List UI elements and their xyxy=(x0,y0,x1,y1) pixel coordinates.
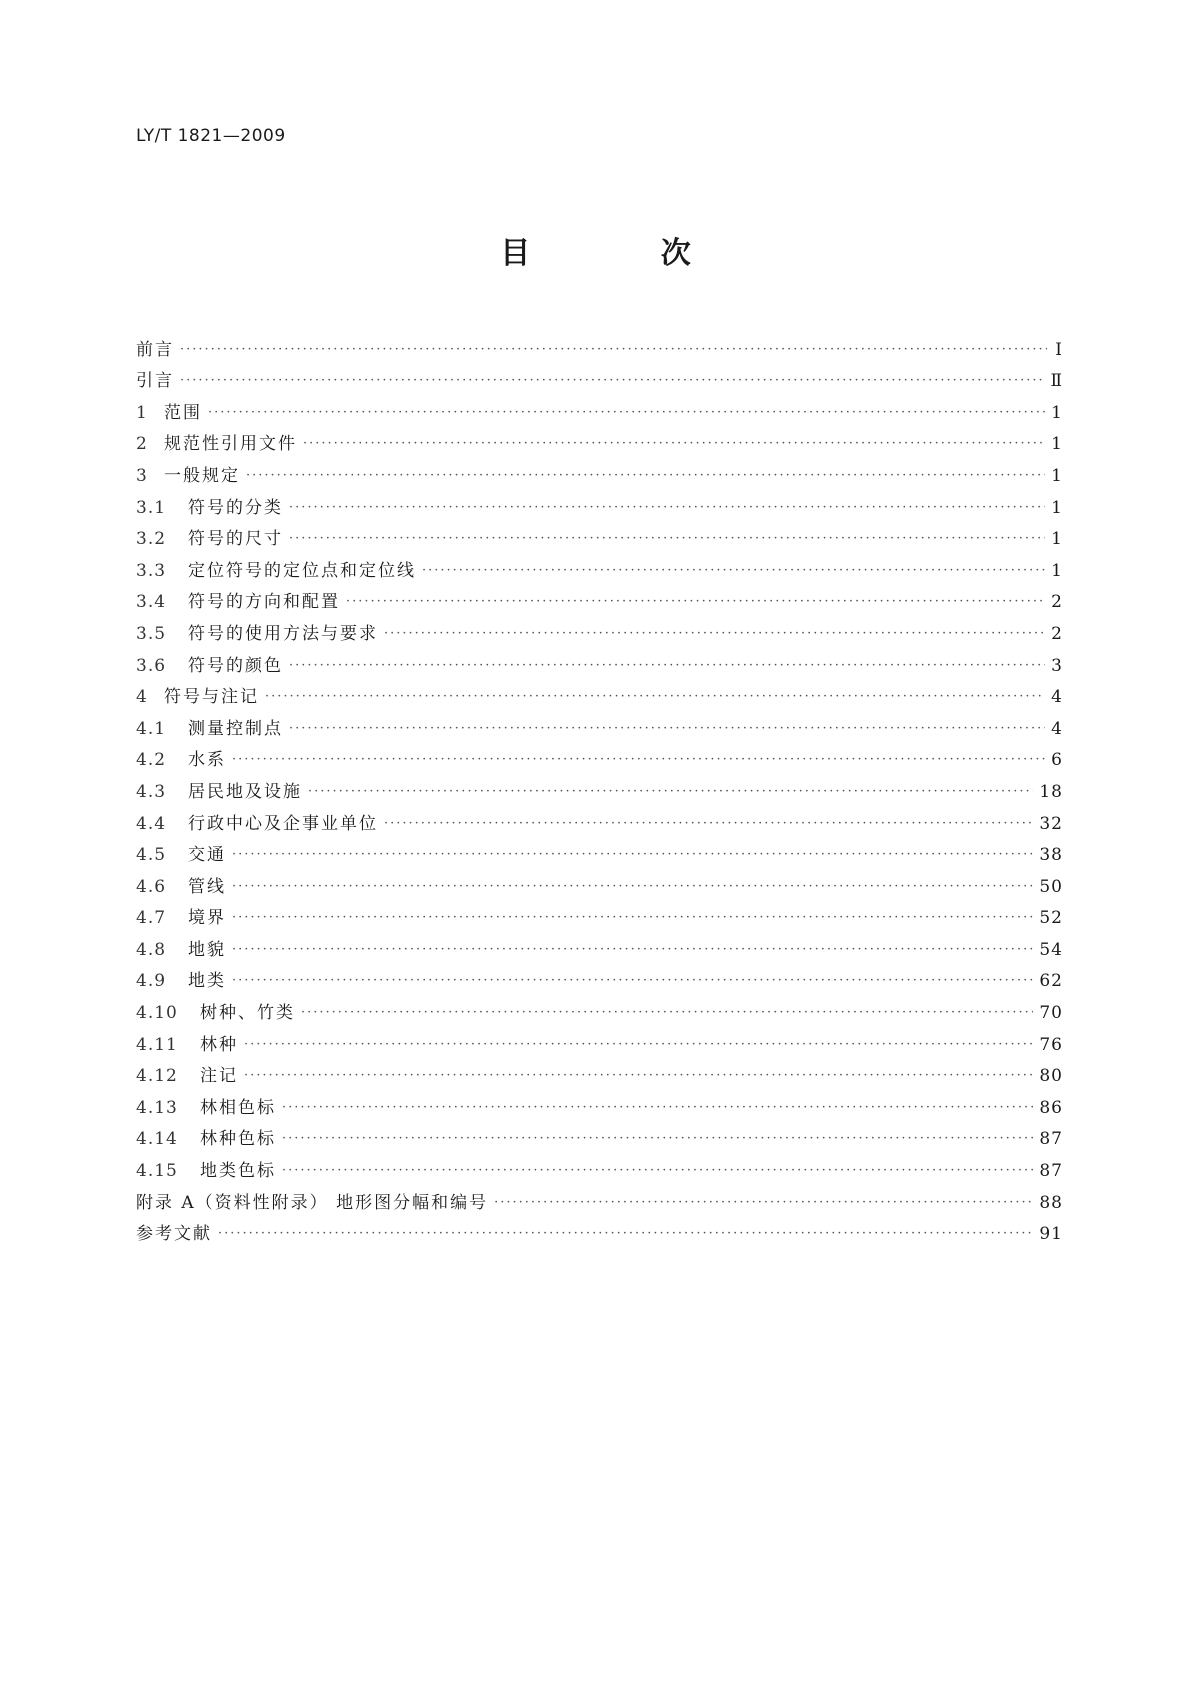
toc-entry[interactable] xyxy=(136,454,1063,486)
toc-leader-dots xyxy=(384,624,1045,644)
toc-entry-label: 附录 A（资料性附录） 地形图分幅和编号 xyxy=(136,1192,489,1213)
toc-leader-dots xyxy=(232,845,1033,865)
toc-entry-label: 居民地及设施 xyxy=(188,781,302,802)
toc-entry-page: 88 xyxy=(1039,1192,1063,1213)
toc-leader-dots xyxy=(218,1224,1033,1244)
toc-entry-number: 4.10 xyxy=(136,1003,178,1024)
toc-entry-number: 1 xyxy=(136,402,148,423)
toc-entry-page: 6 xyxy=(1051,750,1063,771)
toc-entry-number: 4.6 xyxy=(136,876,167,897)
toc-entry[interactable] xyxy=(136,928,1063,960)
toc-entry-label: 符号的尺寸 xyxy=(188,529,283,550)
toc-entry-page: 4 xyxy=(1051,687,1063,708)
toc-leader-dots xyxy=(289,498,1045,518)
toc-entry[interactable] xyxy=(136,960,1063,992)
toc-entry-label: 符号的方向和配置 xyxy=(188,592,340,613)
toc-entry[interactable] xyxy=(136,612,1063,644)
toc-leader-dots xyxy=(265,687,1045,707)
standard-code: LY/T 1821—2009 xyxy=(136,126,286,146)
toc-entry-number: 4.15 xyxy=(136,1161,178,1182)
toc-entry-label: 参考文献 xyxy=(136,1224,212,1245)
toc-entry-label: 符号的使用方法与要求 xyxy=(188,623,378,644)
toc-leader-dots xyxy=(422,561,1045,581)
toc-entry[interactable] xyxy=(136,1055,1063,1087)
toc-entry-number: 4.11 xyxy=(136,1034,178,1055)
toc-leader-dots xyxy=(232,971,1033,991)
toc-entry-page: 54 xyxy=(1039,939,1063,960)
toc-entry-number: 4.3 xyxy=(136,781,167,802)
toc-entry-label: 地类 xyxy=(188,971,226,992)
toc-leader-dots xyxy=(244,1035,1033,1055)
toc-entry-label: 测量控制点 xyxy=(188,718,283,739)
toc-leader-dots xyxy=(289,719,1045,739)
toc-entry[interactable] xyxy=(136,328,1063,360)
toc-leader-dots xyxy=(180,371,1044,391)
toc-entry[interactable] xyxy=(136,770,1063,802)
toc-entry-number: 3.5 xyxy=(136,623,167,644)
toc-entry-number: 4.12 xyxy=(136,1066,178,1087)
toc-entry[interactable] xyxy=(136,581,1063,613)
toc-entry-number: 3.1 xyxy=(136,497,167,518)
toc-leader-dots xyxy=(208,403,1045,423)
toc-entry-label: 水系 xyxy=(188,750,226,771)
toc-entry-number: 2 xyxy=(136,434,148,455)
toc-entry-page: 4 xyxy=(1051,718,1063,739)
toc-entry-page: 1 xyxy=(1051,529,1063,550)
toc-entry[interactable] xyxy=(136,897,1063,929)
toc-leader-dots xyxy=(282,1098,1033,1118)
toc-entry-label: 交通 xyxy=(188,845,226,866)
toc-entry-page: 2 xyxy=(1051,623,1063,644)
toc-entry-page: 62 xyxy=(1039,971,1063,992)
toc-entry-page: 80 xyxy=(1039,1066,1063,1087)
toc-leader-dots xyxy=(232,877,1033,897)
toc-entry-page: 87 xyxy=(1039,1161,1063,1182)
toc-entry-page: Ⅱ xyxy=(1050,371,1063,392)
toc-entry-label: 管线 xyxy=(188,876,226,897)
toc-entry[interactable] xyxy=(136,1118,1063,1150)
toc-entry-page: 1 xyxy=(1051,434,1063,455)
toc-leader-dots xyxy=(494,1193,1033,1213)
toc-leader-dots xyxy=(289,529,1045,549)
toc-entry-label: 规范性引用文件 xyxy=(164,434,297,455)
toc-entry-page: 76 xyxy=(1039,1034,1063,1055)
toc-leader-dots xyxy=(180,340,1047,360)
toc-entry-number: 4.14 xyxy=(136,1129,178,1150)
toc-leader-dots xyxy=(246,466,1045,486)
toc-entry[interactable] xyxy=(136,739,1063,771)
toc-leader-dots xyxy=(232,750,1045,770)
toc-entry-page: 70 xyxy=(1039,1003,1063,1024)
toc-entry-number: 4 xyxy=(136,687,148,708)
toc-entry[interactable] xyxy=(136,549,1063,581)
toc-entry-number: 3 xyxy=(136,465,148,486)
toc-entry-page: 1 xyxy=(1051,402,1063,423)
page-title: 目 次 xyxy=(500,236,751,271)
toc-leader-dots xyxy=(282,1129,1033,1149)
toc-entry-page: 1 xyxy=(1051,465,1063,486)
toc-entry-page: 52 xyxy=(1039,908,1063,929)
toc-entry-label: 行政中心及企事业单位 xyxy=(188,813,378,834)
toc-entry-number: 4.4 xyxy=(136,813,167,834)
toc-entry-number: 4.9 xyxy=(136,971,167,992)
toc-entry[interactable] xyxy=(136,360,1063,392)
toc-entry-label: 林种 xyxy=(200,1034,238,1055)
toc-entry-label: 符号的颜色 xyxy=(188,655,283,676)
toc-entry-page: 50 xyxy=(1039,876,1063,897)
toc-entry[interactable] xyxy=(136,707,1063,739)
toc-entry-label: 定位符号的定位点和定位线 xyxy=(188,560,416,581)
toc-entry-number: 4.2 xyxy=(136,750,167,771)
toc-entry-number: 3.3 xyxy=(136,560,167,581)
toc-entry[interactable] xyxy=(136,834,1063,866)
toc-leader-dots xyxy=(232,908,1033,928)
toc-leader-dots xyxy=(308,782,1033,802)
toc-entry-label: 林种色标 xyxy=(200,1129,276,1150)
toc-entry-number: 4.5 xyxy=(136,845,167,866)
toc-entry-number: 4.1 xyxy=(136,718,167,739)
toc-entry-page: 3 xyxy=(1051,655,1063,676)
toc-entry[interactable] xyxy=(136,1149,1063,1181)
toc-entry[interactable] xyxy=(136,1181,1063,1213)
toc-leader-dots xyxy=(232,940,1033,960)
toc-entry-page: 91 xyxy=(1039,1224,1063,1245)
toc-entry-page: 18 xyxy=(1039,781,1063,802)
toc-entry-label: 范围 xyxy=(164,402,202,423)
toc-entry[interactable] xyxy=(136,486,1063,518)
toc-leader-dots xyxy=(244,1066,1033,1086)
toc-entry-label: 符号的分类 xyxy=(188,497,283,518)
toc-entry-page: 87 xyxy=(1039,1129,1063,1150)
toc-entry-label: 前言 xyxy=(136,339,174,360)
toc-leader-dots xyxy=(384,814,1033,834)
toc-entry-page: 1 xyxy=(1051,497,1063,518)
toc-entry[interactable] xyxy=(136,1086,1063,1118)
toc-entry-label: 树种、竹类 xyxy=(200,1003,295,1024)
toc-entry[interactable] xyxy=(136,865,1063,897)
toc-entry[interactable] xyxy=(136,991,1063,1023)
toc-entry[interactable] xyxy=(136,518,1063,550)
toc-leader-dots xyxy=(301,1003,1033,1023)
toc-entry-number: 3.6 xyxy=(136,655,167,676)
toc-entry-page: 32 xyxy=(1039,813,1063,834)
table-of-contents xyxy=(136,328,1063,1244)
toc-entry-label: 林相色标 xyxy=(200,1097,276,1118)
toc-entry[interactable] xyxy=(136,1023,1063,1055)
toc-entry[interactable] xyxy=(136,1213,1063,1245)
toc-entry[interactable] xyxy=(136,423,1063,455)
toc-entry-label: 一般规定 xyxy=(164,465,240,486)
toc-leader-dots xyxy=(289,656,1045,676)
toc-entry-page: Ⅰ xyxy=(1055,339,1063,360)
toc-entry[interactable] xyxy=(136,644,1063,676)
toc-entry-number: 3.2 xyxy=(136,529,167,550)
toc-entry-label: 注记 xyxy=(200,1066,238,1087)
toc-leader-dots xyxy=(303,434,1045,454)
toc-entry-label: 地类色标 xyxy=(200,1161,276,1182)
toc-entry-number: 4.13 xyxy=(136,1097,178,1118)
toc-entry[interactable] xyxy=(136,802,1063,834)
toc-entry-page: 38 xyxy=(1039,845,1063,866)
toc-entry-page: 2 xyxy=(1051,592,1063,613)
toc-entry[interactable] xyxy=(136,391,1063,423)
toc-entry-label: 境界 xyxy=(188,908,226,929)
toc-entry-label: 地貌 xyxy=(188,939,226,960)
toc-entry-page: 1 xyxy=(1051,560,1063,581)
toc-entry-label: 引言 xyxy=(136,371,174,392)
toc-entry-number: 4.8 xyxy=(136,939,167,960)
toc-leader-dots xyxy=(282,1161,1033,1181)
toc-entry-page: 86 xyxy=(1039,1097,1063,1118)
toc-entry[interactable] xyxy=(136,676,1063,708)
toc-leader-dots xyxy=(346,592,1045,612)
toc-entry-number: 4.7 xyxy=(136,908,167,929)
toc-entry-number: 3.4 xyxy=(136,592,167,613)
toc-entry-label: 符号与注记 xyxy=(164,687,259,708)
